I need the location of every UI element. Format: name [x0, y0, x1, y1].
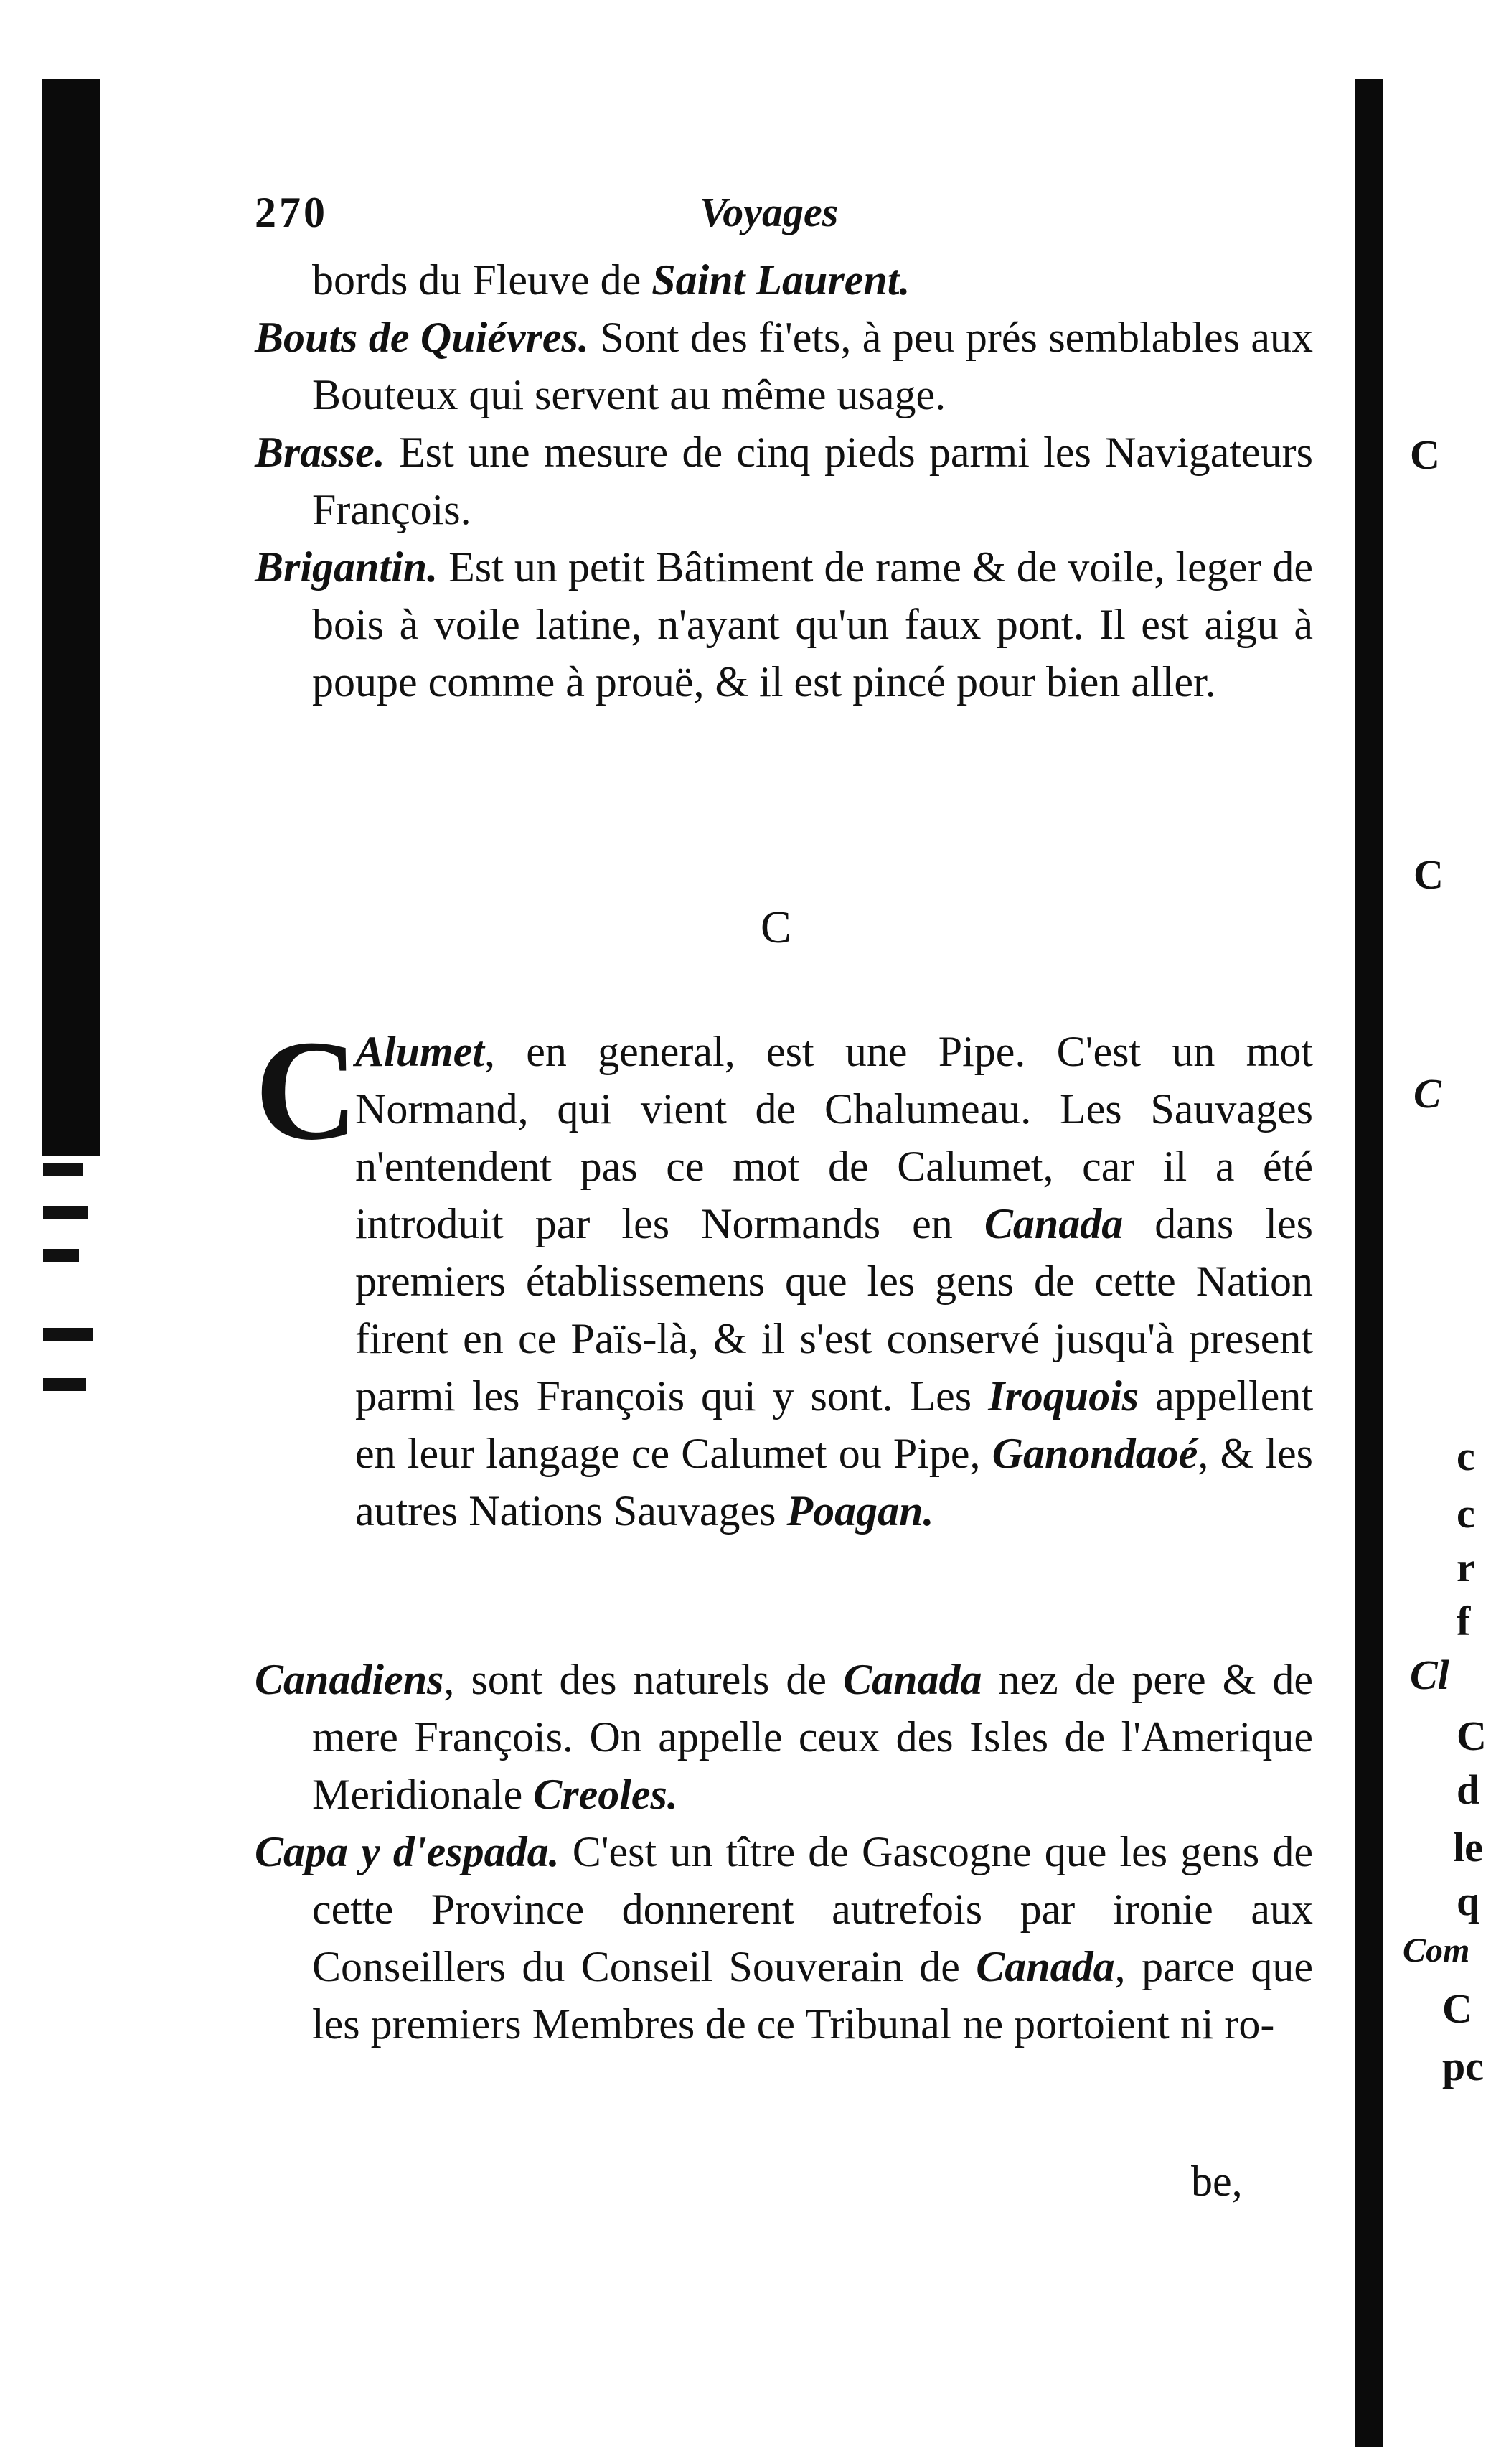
edge-letter: C	[1413, 1070, 1441, 1117]
edge-letter: C	[1413, 851, 1444, 898]
edge-letter: q	[1457, 1878, 1480, 1924]
edge-letter: Com	[1403, 1931, 1470, 1969]
entry-continuation: bords du Fleuve de Saint Laurent.	[312, 256, 911, 304]
binding-marks	[43, 1163, 108, 1400]
section-heading: C	[761, 901, 791, 952]
catchword: be,	[1191, 2158, 1243, 2205]
edge-letter: C	[1410, 431, 1440, 478]
running-title: Voyages	[700, 189, 839, 235]
entry-brigantin: Brigantin. Est un petit Bâtiment de rame & de voile, leger de bois à voile latine, n'ayant qu'un faux pont. Il est aigu à poupe comme à prouë, & il est pincé pour bien aller.	[255, 543, 1313, 706]
entry-capa-y-despada: Capa y d'espada. C'est un tître de Gascogne que les gens de cette Province donnerent autrefois par ironie aux Conseillers du Conseil Souverain de Canada, parce que les premiers Membres de ce Tribunal ne portoient ni ro-	[255, 1828, 1313, 2048]
entry-canadiens: Canadiens, sont des naturels de Canada nez de pere & de mere François. On appelle ceux des Isles de l'Amerique Meridionale Creoles.	[255, 1656, 1313, 1818]
drop-cap: C	[255, 1011, 359, 1170]
entry-brasse: Brasse. Est une mesure de cinq pieds parmi les Navigateurs François.	[255, 428, 1313, 533]
page-number: 270	[255, 189, 328, 236]
edge-letter: le	[1453, 1824, 1483, 1870]
edge-letter: f	[1457, 1598, 1471, 1644]
edge-letter: C	[1457, 1713, 1487, 1759]
edge-letter: Cl	[1410, 1652, 1449, 1698]
facing-page-edge	[1388, 0, 1496, 2464]
entry-calumet: Alumet, en general, est une Pipe. C'est un mot Normand, qui vient de Chalumeau. Les Sauvages n'entendent pas ce mot de Calumet, car il a été introduit par les Normands en Canada dans les premiers établissemens que les gens de cette Nation firent en ce Païs-là, & il s'est conservé jusqu'à present parmi les François qui y sont. Les Iroquois appellent en leur langage ce Calumet ou Pipe, Ganondaoé, & les autres Nations Sauvages Poagan.	[355, 1028, 1313, 1535]
entries-b	[255, 251, 1313, 711]
facing-page-gutter	[1355, 79, 1383, 2447]
entries-c	[255, 1651, 1313, 2053]
binding-shadow	[42, 79, 100, 1156]
edge-letter: C	[1442, 1985, 1472, 2032]
edge-letter: d	[1457, 1766, 1480, 1813]
page-header	[255, 188, 1331, 260]
edge-letter: c	[1457, 1433, 1475, 1479]
edge-letter: pc	[1442, 2043, 1484, 2089]
edge-letter: r	[1457, 1544, 1475, 1591]
edge-letter: c	[1457, 1490, 1475, 1537]
entry-bouts-de-quievres: Bouts de Quiévres. Sont des fi'ets, à peu prés semblables aux Bouteux qui servent au même usage.	[255, 314, 1314, 418]
